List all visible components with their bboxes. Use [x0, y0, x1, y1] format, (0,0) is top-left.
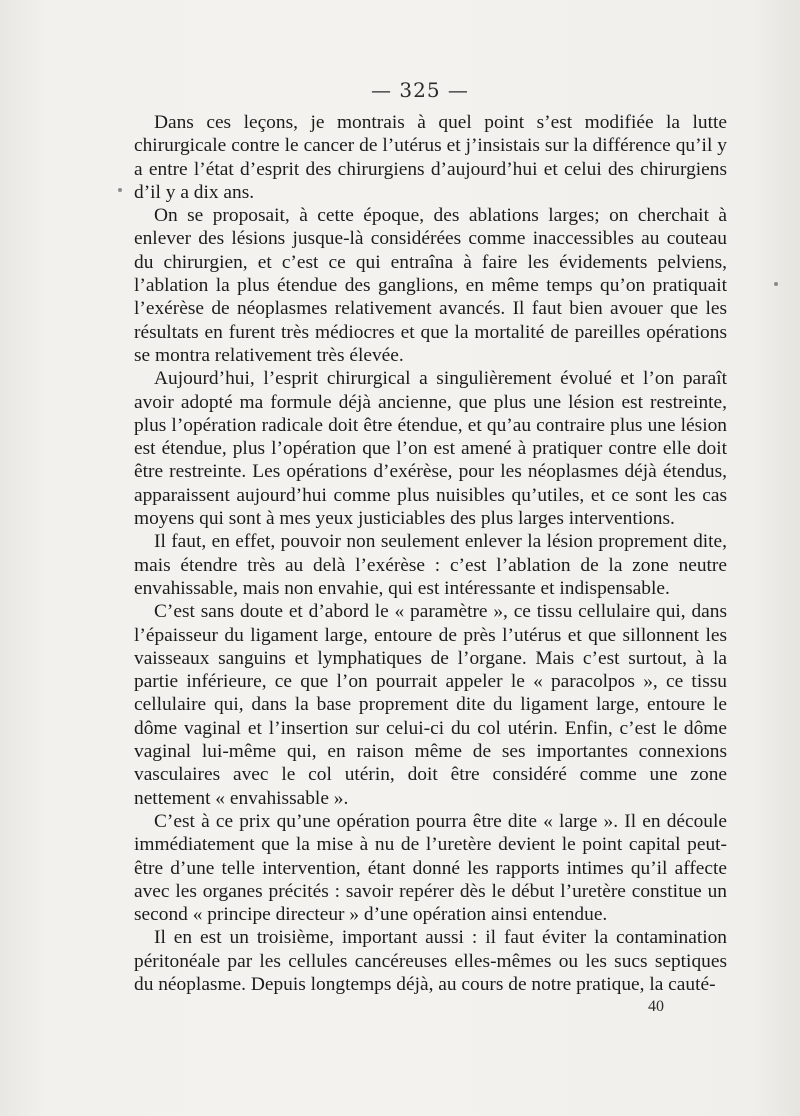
paragraph-4: Il faut, en effet, pouvoir non seulement enlever la lésion proprement dite, mais étendre très au delà l’exérèse : c’est l’ablation de la zone neutre envahissable, mais non envahie, qui est intéressante et indispensable. [134, 531, 727, 599]
paragraph-1: Dans ces leçons, je montrais à quel point s’est modifiée la lutte chirurgicale contre le cancer de l’utérus et j’insistais sur la différence qu’il y a entre l’état d’esprit des chirurgiens d’aujourd’hui et celui des chirurgiens d’il y a dix ans. [134, 112, 727, 203]
paragraph-2: On se proposait, à cette époque, des ablations larges; on cherchait à enlever des lésions jusque-là considérées comme inaccessibles au couteau du chirurgien, et c’est ce qui entraîna à faire les évidements pelviens, l’ablation la plus étendue des ganglions, en même temps qu’on pratiquait l’exérèse de néoplasmes relativement avancés. Il faut bien avouer que les résultats en furent très médiocres et que la mortalité de pareilles opérations se montra relativement très élevée. [134, 205, 727, 366]
paragraph-6: C’est à ce prix qu’une opération pourra être dite « large ». Il en découle immédiatement que la mise à nu de l’uretère devient le point capital peut-être d’une telle intervention, étant donné les rapports intimes qu’il affecte avec les organes précités : savoir repérer dès le début l’uretère constitue un second « principe directeur » d’une opération ainsi entendue. [134, 810, 727, 926]
paper-speck [118, 188, 122, 192]
paragraph-7: Il en est un troisième, important aussi : il faut éviter la contamination péritonéale par les cellules cancéreuses elles-mêmes ou les sucs septiques du néoplasme. Depuis longtemps déjà, au cours de notre pratique, la cauté- [134, 927, 727, 995]
page-number: — 325 — [371, 78, 469, 102]
body-text [134, 111, 727, 996]
paragraph-3: Aujourd’hui, l’esprit chirurgical a singulièrement évolué et l’on paraît avoir adopté ma formule déjà ancienne, que plus une lésion est restreinte, plus l’opération radicale doit être étendue, et qu’au contraire plus une lésion est étendue, plus l’opération que l’on est amené à pratiquer contre elle doit être restreinte. Les opérations d’exérèse, pour les néoplasmes déjà étendus, apparaissent aujourd’hui comme plus nuisibles qu’utiles, et ce sont les cas moyens qui sont à mes yeux justiciables des plus larges interventions. [134, 368, 727, 530]
printer-signature: 40 [648, 998, 664, 1015]
paper-speck [774, 282, 778, 286]
paragraph-5: C’est sans doute et d’abord le « paramètre », ce tissu cellulaire qui, dans l’épaisseur du ligament large, entoure de près l’utérus et que sillonnent les vaisseaux sanguins et lymphatiques de l’organe. Mais c’est surtout, à la partie inférieure, ce que l’on pourrait appeler le « paracolpos », ce tissu cellulaire qui, dans la base proprement dite du ligament large, entoure le dôme vaginal et l’insertion sur celui-ci du col utérin. Enfin, c’est le dôme vaginal lui-même qui, en raison même de ses importantes connexions vasculaires avec le col utérin, doit être considéré comme une zone nettement « envahissable ». [134, 601, 727, 809]
